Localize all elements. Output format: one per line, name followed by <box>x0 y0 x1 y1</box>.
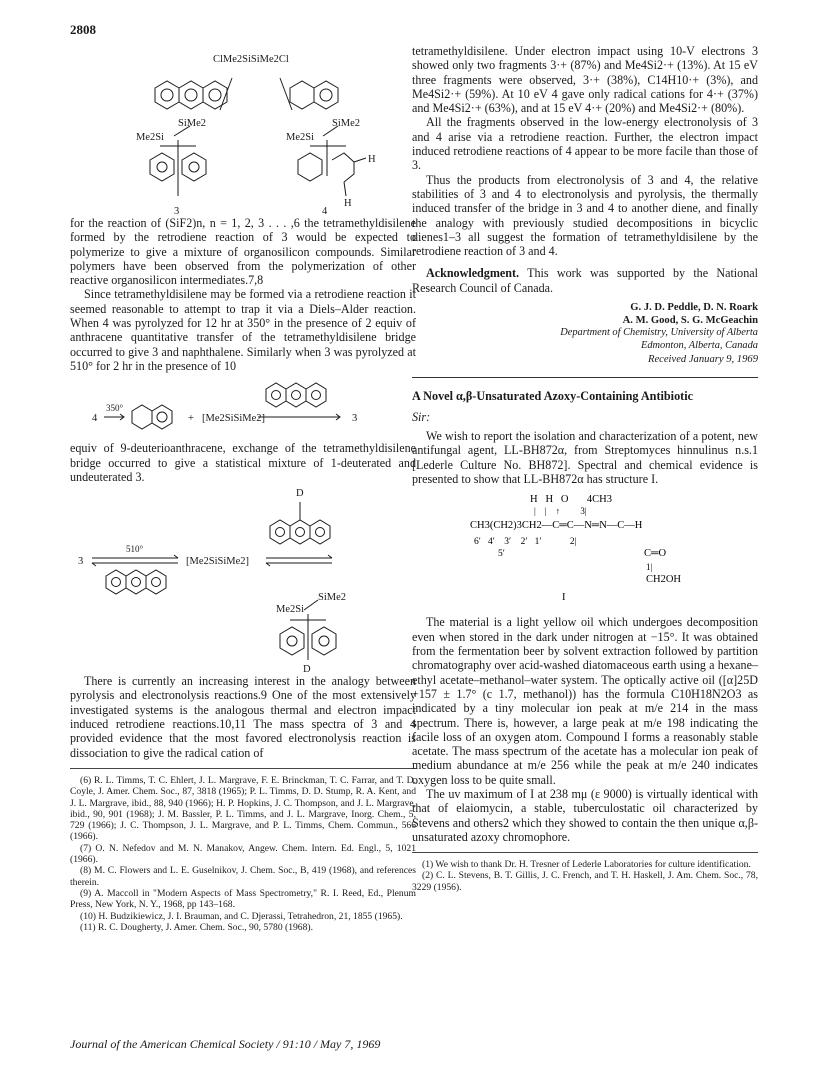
footnote-divider <box>70 768 416 769</box>
affiliation: Department of Chemistry, University of Alberta <box>560 327 758 339</box>
structure-I-drawing <box>412 490 758 606</box>
disilene-label: [Me2SiSiMe2] <box>202 413 265 425</box>
paragraph: for the reaction of (SiF2)n, n = 1, 2, 3 . . . ,6 the tetramethyldisilene formed by the retrodiene reaction of 3 would be expected to polymerize to give a mixture of organosilicon compounds. Similar polymers have been observed from the polymerization of other reactive organosilicon intermediates.7,8 <box>70 216 416 288</box>
hydrogen-label: H <box>368 154 376 165</box>
scheme-2-drawing <box>70 373 416 441</box>
received-date: Received January 9, 1969 <box>647 354 758 366</box>
disilene-label: [Me2SiSiMe2] <box>186 556 249 568</box>
structure-row: 5′ <box>498 549 505 560</box>
reference: (10) H. Budzikiewicz, J. I. Brauman, and C. Djerassi, Tetrahedron, 21, 1855 (1965). <box>80 910 403 922</box>
paragraph: tetramethyldisilene. Under electron impact using 10-V electrons 3 showed only two fragments 3·+ (87%) and Me4Si2·+ (13%). At 15 eV three fragments were observed, 3·+ (38%), C14H10·+ (3%), and Me4Si2·+ (59%). At 10 eV 4 gave only radical cations for 4·+ (37%) and Me4Si2·+ (63%), and at 15 eV 4·+ (20%) and Me4Si2·+ (80%). <box>412 44 758 116</box>
reference: (8) M. C. Flowers and L. E. Guselnikov, J. Chem. Soc., B, 419 (1968), and references therein. <box>70 865 416 888</box>
scheme-1 <box>70 44 416 216</box>
paragraph: We wish to report the isolation and characterization of a potent, new antifungal agent, LL-BH872α, from Streptomyces hinnulinus n.s.1 [Lederle Culture No. BH872]. Spectral and chemical evidence is presented to show that LL-BH872α has structure I. <box>412 428 758 486</box>
me2si-label: Me2Si <box>136 132 165 143</box>
reference: (6) R. L. Timms, T. C. Ehlert, J. L. Margrave, F. E. Brinckman, T. C. Farrar, and T. D. Coyle, J. Amer. Chem. Soc., 87, 3818 (1965); P. L. Timms, D. D. Stump, R. A. Kent, and J. L. Margrave, ibid., 88, 940 (1966); H. P. Hopkins, J. C. Thompson, and J. L. Margrave, ibid., 90, 901 (1968); J. M. Bassler, P. L. Timms, and J. L. Margrave, Inorg. Chem., 5, 729 (1966); J. C. Thompson, J. L. Margrave, and P. L. Timms, Chem. Commun., 566 (1966). <box>70 774 416 843</box>
footnote-divider <box>412 852 758 853</box>
article-title: A Novel α,β-Unsaturated Azoxy-Containing Antibiotic <box>412 389 694 404</box>
reference: (7) O. N. Nefedov and M. N. Manakov, Angew. Chem. Intern. Ed. Engl., 5, 1021 (1966). <box>70 842 416 866</box>
scheme-1-drawing <box>70 44 416 216</box>
sime2-label: SiMe2 <box>332 118 361 129</box>
paragraph: All the fragments observed in the low-energy electronolysis of 3 and 4 arise via a retrodiene reaction. Further, the electron impact induced retrodiene reactions of 4 appear to be more facile than those of 3. <box>412 115 758 173</box>
structure-row: CH3(CH2)3CH2—C═C—N═N—C—H <box>470 520 643 532</box>
structure-row: 1| <box>646 562 653 573</box>
structure-row: CH2OH <box>646 574 682 586</box>
structure-row: C═O <box>644 548 667 560</box>
structure-row: H H O 4CH3 <box>530 494 612 506</box>
temperature-label: 350° <box>106 403 124 414</box>
deuterium-label: D <box>303 664 311 675</box>
paragraph: There is currently an increasing interest in the analogy between pyrolysis and electronolysis reactions.9 One of the most extensively investigated systems is the analogous thermal and electron impact induced retrodiene reactions.10,11 The mass spectra of 3 and 4 provided evidence that the most favored electronolysis reaction is dissociation to give the radical cation of <box>70 674 416 760</box>
temperature-label: 510° <box>126 544 144 555</box>
deuterium-label: D <box>296 488 304 500</box>
paragraph: Since tetramethyldisilene may be formed via a retrodiene reaction it seemed reasonable to attempt to trap it via a Diels–Alder reaction. When 4 was pyrolyzed for 12 hr at 350° in the presence of 2 equiv of anthracene quantitative transfer of the tetramethyldisilene bridge occurred to give 3 and naphthalene. Similarly when 3 was pyrolyzed at 510° for 2 hr in the presence of 10 <box>70 287 416 373</box>
compound-3-label: 3 <box>174 206 180 216</box>
hydrogen-label: H <box>344 198 352 209</box>
acknowledgment-heading: Acknowledgment. <box>426 266 520 281</box>
paragraph: The uv maximum of I at 238 mμ (ε 9000) is virtually identical with that of elaiomycin, a stable, tuberculostatic oil characterized by Stevens and others2 which they showed to contain the then unique α,β-unsaturated azoxy chromophore. <box>412 786 758 844</box>
scheme-2 <box>70 373 416 441</box>
author-line: A. M. Good, S. G. McGeachin <box>622 315 758 327</box>
compound-4-label: 4 <box>92 413 98 425</box>
reagent-label: ClMe2SiSiMe2Cl <box>213 54 289 65</box>
structure-I <box>412 490 758 609</box>
me2si-label: Me2Si <box>276 604 305 616</box>
references-left <box>70 775 416 933</box>
page-number: 2808 <box>70 22 96 37</box>
sime2-label: SiMe2 <box>318 592 347 604</box>
reference: (1) We wish to thank Dr. H. Tresner of Lederle Laboratories for culture identification. <box>422 859 751 871</box>
article-divider <box>412 377 758 378</box>
references-right <box>412 859 758 893</box>
right-column <box>412 44 758 893</box>
affiliation: Edmonton, Alberta, Canada <box>641 339 758 351</box>
scheme-3-drawing <box>70 484 416 674</box>
structure-row: | | ↑ 3| <box>534 506 587 517</box>
paragraph: Thus the products from electronolysis of 3 and 4, the relative stabilities of 3 and 4 to electronolysis and pyrolysis, the thermally induced transfer of the bridge in 3 and 4 to another diene, and finally the analogy with previously studied decompositions in bicyclic dienes1–3 all suggest the formation of tetramethyldisilene by the retrodiene reaction of 3 and 4. <box>412 172 758 259</box>
plus-sign: + <box>188 413 194 425</box>
reference: (9) A. Maccoll in "Modern Aspects of Mass Spectrometry," R. I. Reed, Ed., Plenum Press, New York, N. Y., 1968, pp 143–168. <box>70 887 416 911</box>
structure-row: 6′ 4′ 3′ 2′ 1′ 2| <box>474 537 577 548</box>
journal-footer: Journal of the American Chemical Society / 91:10 / May 7, 1969 <box>70 1037 381 1051</box>
structure-label: I <box>562 592 566 604</box>
compound-4-label: 4 <box>322 206 328 216</box>
left-column <box>70 44 416 933</box>
author-line: G. J. D. Peddle, D. N. Roark <box>630 302 758 314</box>
acknowledgment <box>412 266 758 295</box>
paragraph: equiv of 9-deuterioanthracene, exchange of the tetramethyldisilene bridge occurred to give a statistical mixture of 1-deuterated and undeuterated 3. <box>70 441 416 484</box>
sime2-label: SiMe2 <box>178 118 207 129</box>
compound-3-label: 3 <box>78 556 84 568</box>
me2si-label: Me2Si <box>286 132 315 143</box>
reference: (2) C. L. Stevens, B. T. Gillis, J. C. French, and T. H. Haskell, J. Am. Chem. Soc., 78, 3229 (1956). <box>412 870 758 893</box>
scheme-3 <box>70 484 416 674</box>
compound-3-label: 3 <box>352 413 358 425</box>
salutation: Sir: <box>412 409 431 424</box>
acknowledgment-text: This work was supported by the National Research Council of Canada. <box>412 266 758 295</box>
reference: (11) R. C. Dougherty, J. Amer. Chem. Soc., 90, 5780 (1968). <box>80 921 313 933</box>
paragraph: The material is a light yellow oil which undergoes decomposition even when stored in the dark under nitrogen at −15°. It was obtained from the fermentation beer by solvent extraction followed by partition chromatography over acid-washed diatomaceous earth using a hexane–ethyl acetate–methanol–water system. The optically active oil ([α]25D +157 ± 1.7° (c 1.7, methanol)) has the formula C10H18N2O3 as indicated by a tiny molecular ion peak at m/e 214 in the mass spectrum. There is, however, a large peak at m/e 198 indicating the facile loss of an oxygen atom. Compound I forms a reasonably stable acetate. The mass spectrum of the acetate has a molecular ion peak of medium abundance at m/e 256 while the peak at m/e 240 indicates oxygen loss to be quite small. <box>412 615 758 787</box>
